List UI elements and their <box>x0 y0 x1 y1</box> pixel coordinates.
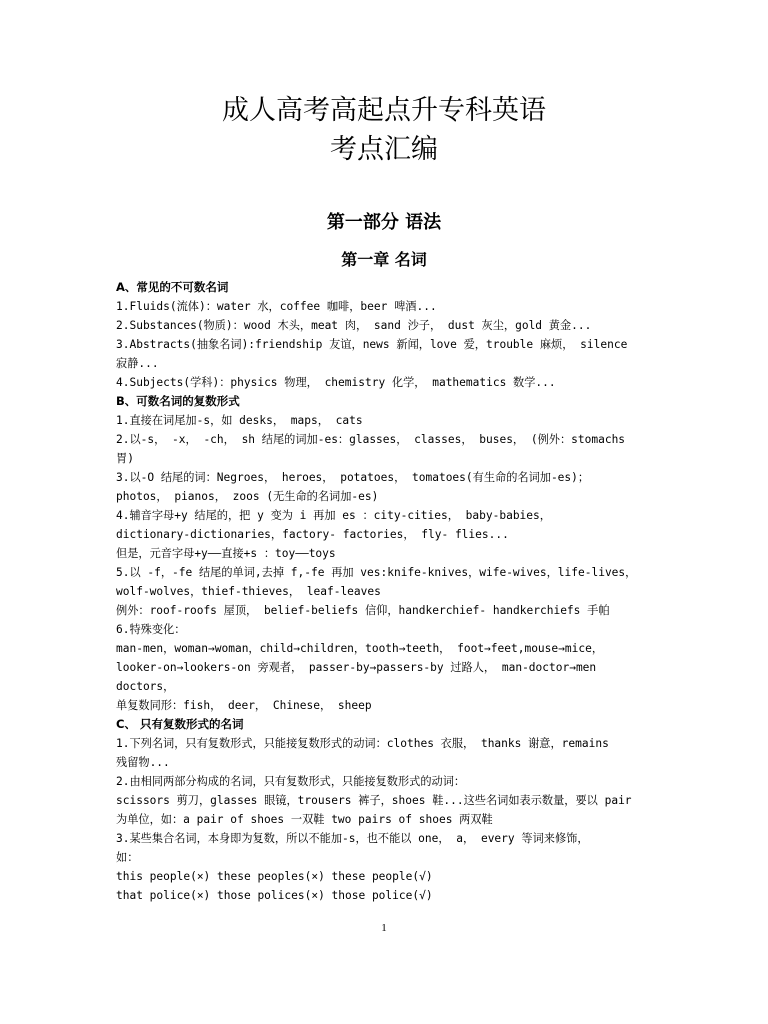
text-line: 例外：roof-roofs 屋顶， belief-beliefs 信仰，handkerchief- handkerchiefs 手帕 <box>116 604 610 617</box>
text-line: 但是，元音字母+y——直接+s ：toy——toys <box>116 547 336 560</box>
text-line: this people(×) these peoples(×) these people(√) <box>116 870 433 883</box>
section-heading: C、 只有复数形式的名词 <box>116 717 244 731</box>
text-line: 残留物... <box>116 756 170 769</box>
text-line: 6.特殊变化： <box>116 623 186 636</box>
text-line: that police(×) those polices(×) those police(√) <box>116 889 433 902</box>
part-heading: 第一部分 语法 <box>326 212 442 233</box>
text-line: 2.以-s， -x， -ch， sh 结尾的词加-es：glasses， classes， buses， (例外：stomachs <box>116 433 626 446</box>
text-line: 1.直接在词尾加-s，如 desks， maps， cats <box>116 414 363 427</box>
text-line: 3.某些集合名词，本身即为复数，所以不能加-s，也不能以 one， a， every 等词来修饰， <box>116 832 589 845</box>
text-line: 胃) <box>116 452 134 465</box>
text-line: scissors 剪刀，glasses 眼镜，trousers 裤子，shoes 鞋...这些名词如表示数量，要以 pair <box>116 794 632 807</box>
text-line: 2.由相同两部分构成的名词，只有复数形式，只能接复数形式的动词： <box>116 775 466 788</box>
text-line: man-men，woman→woman，child→children，tooth→teeth， foot→feet,mouse→mice， <box>116 642 604 655</box>
text-line: 如： <box>116 851 139 864</box>
page-number: 1 <box>381 922 387 934</box>
text-line: 1.下列名词，只有复数形式，只能接复数形式的动词：clothes 衣服， thanks 谢意，remains <box>116 737 609 750</box>
section-heading: A、常见的不可数名词 <box>116 280 229 294</box>
doc-title: 成人高考高起点升专科英语 <box>222 95 546 126</box>
text-line: 4.Subjects(学科)：physics 物理， chemistry 化学， mathematics 数学... <box>116 376 556 389</box>
text-line: 5.以 -f，-fe 结尾的单词,去掉 f,-fe 再加 ves:knife-knives，wife-wives，life-lives， <box>116 566 637 579</box>
text-line: 单复数同形：fish， deer， Chinese， sheep <box>116 699 372 712</box>
text-line: 为单位，如：a pair of shoes 一双鞋 two pairs of shoes 两双鞋 <box>116 813 493 826</box>
text-line: dictionary-dictionaries，factory- factories， fly- flies... <box>116 528 509 541</box>
text-line: 2.Substances(物质)：wood 木头，meat 肉， sand 沙子， dust 灰尘，gold 黄金... <box>116 319 592 332</box>
doc-subtitle: 考点汇编 <box>330 134 438 165</box>
text-line: doctors， <box>116 680 175 693</box>
text-line: 1.Fluids(流体)：water 水，coffee 咖啡，beer 啤酒... <box>116 300 437 313</box>
text-line: looker-on→lookers-on 旁观者， passer-by→passers-by 过路人， man-doctor→men <box>116 661 597 674</box>
text-line: photos， pianos， zoos (无生命的名词加-es) <box>116 490 379 503</box>
text-line: 寂静... <box>116 357 159 370</box>
section-heading: B、可数名词的复数形式 <box>116 394 240 408</box>
text-line: wolf-wolves，thief-thieves， leaf-leaves <box>116 585 381 598</box>
chapter-heading: 第一章 名词 <box>341 250 427 269</box>
text-line: 3.Abstracts(抽象名词):friendship 友谊，news 新闻，love 爱，trouble 麻烦， silence <box>116 338 628 351</box>
text-line: 3.以-O 结尾的词：Negroes， heroes， potatoes， tomatoes(有生命的名词加-es)； <box>116 471 590 484</box>
text-line: 4.辅音字母+y 结尾的，把 y 变为 i 再加 es ：city-cities， baby-babies， <box>116 509 551 522</box>
document-body <box>116 278 656 905</box>
